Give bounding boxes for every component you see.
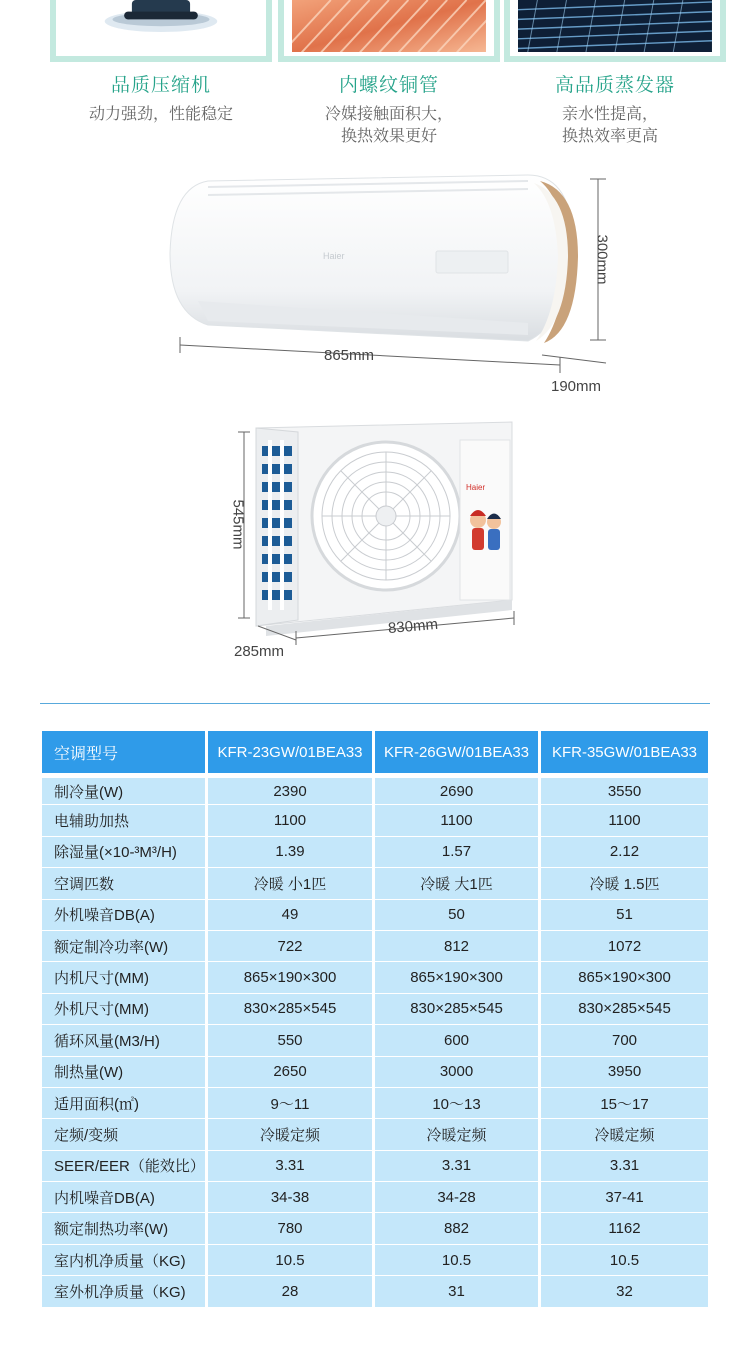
spec-label-cell: 制热量(W) [42, 1056, 208, 1087]
indoor-height-label: 300mm [593, 234, 611, 285]
spec-value-cell: 34-28 [375, 1181, 541, 1212]
spec-label-cell: 室外机净质量（KG) [42, 1275, 208, 1306]
spec-value-cell: 3550 [541, 773, 708, 804]
spec-value-cell: 700 [541, 1024, 708, 1055]
spec-table-header-row [42, 731, 708, 773]
spec-value-cell: 3000 [375, 1056, 541, 1087]
spec-value-cell: 830×285×545 [375, 993, 541, 1024]
table-row [42, 1087, 708, 1118]
spec-value-cell: 1072 [541, 930, 708, 961]
outdoor-dimension-lines [236, 428, 526, 658]
feature-compressor [50, 0, 272, 125]
spec-label-cell: 循环风量(M3/H) [42, 1024, 208, 1055]
feature-desc-line: 亲水性提高， [562, 104, 659, 123]
spec-value-cell: 1100 [208, 804, 375, 835]
spec-label-cell: 制冷量(W) [42, 773, 208, 804]
spec-value-cell: 600 [375, 1024, 541, 1055]
indoor-depth-label: 190mm [551, 378, 602, 395]
feature-title: 内螺纹铜管 [338, 74, 439, 96]
table-row [42, 804, 708, 835]
spec-value-cell: 31 [375, 1275, 541, 1306]
spec-value-cell: 830×285×545 [208, 993, 375, 1024]
outdoor-height-label: 545mm [229, 499, 247, 550]
spec-header-cell: 空调型号 [42, 731, 208, 773]
spec-label-cell: 空调匹数 [42, 867, 208, 898]
spec-label-cell: 外机尺寸(MM) [42, 993, 208, 1024]
table-row [42, 1118, 708, 1149]
spec-value-cell: 10.5 [541, 1244, 708, 1275]
spec-value-cell: 550 [208, 1024, 375, 1055]
spec-value-cell: 780 [208, 1212, 375, 1243]
section-divider [40, 703, 710, 704]
table-row [42, 993, 708, 1024]
spec-value-cell: 2390 [208, 773, 375, 804]
spec-label-cell: 适用面积(㎡) [42, 1087, 208, 1118]
table-row [42, 961, 708, 992]
spec-value-cell: 10～13 [375, 1087, 541, 1118]
spec-value-cell: 1.57 [375, 836, 541, 867]
spec-value-cell: 830×285×545 [541, 993, 708, 1024]
feature-desc-line: 冷媒接触面积大， [324, 104, 453, 123]
feature-title: 高品质蒸发器 [554, 74, 675, 96]
copper-tube-photo [292, 0, 486, 52]
compressor-photo-frame [50, 0, 272, 62]
feature-desc-line: 换热效率更高 [562, 126, 659, 145]
spec-value-cell: 1162 [541, 1212, 708, 1243]
table-row [42, 1212, 708, 1243]
spec-value-cell: 1.39 [208, 836, 375, 867]
table-row [42, 1244, 708, 1275]
spec-value-cell: 882 [375, 1212, 541, 1243]
table-row [42, 1150, 708, 1181]
spec-value-cell: 2690 [375, 773, 541, 804]
spec-value-cell: 3.31 [375, 1150, 541, 1181]
spec-table [42, 731, 708, 1307]
spec-value-cell: 冷暖定频 [541, 1118, 708, 1149]
spec-value-cell: 865×190×300 [208, 961, 375, 992]
spec-value-cell: 34-38 [208, 1181, 375, 1212]
feature-copper-tube [278, 0, 500, 147]
copper-tube-photo-frame [278, 0, 500, 62]
feature-desc-line: 换热效果更好 [340, 126, 437, 145]
spec-value-cell: 冷暖 大1匹 [375, 867, 541, 898]
outdoor-width-label: 830mm [387, 615, 439, 638]
feature-desc-line: 动力强劲，性能稳定 [88, 104, 233, 123]
spec-header-cell: KFR-35GW/01BEA33 [541, 731, 708, 773]
spec-value-cell: 1100 [375, 804, 541, 835]
spec-value-cell: 49 [208, 899, 375, 930]
table-row [42, 1056, 708, 1087]
spec-value-cell: 32 [541, 1275, 708, 1306]
spec-value-cell: 50 [375, 899, 541, 930]
indoor-width-label: 865mm [324, 347, 375, 364]
spec-value-cell: 3.31 [208, 1150, 375, 1181]
spec-value-cell: 15～17 [541, 1087, 708, 1118]
indoor-dimension-lines [170, 175, 620, 400]
evaporator-photo [518, 0, 712, 52]
evaporator-photo-frame [504, 0, 726, 62]
spec-header-cell: KFR-26GW/01BEA33 [375, 731, 541, 773]
table-row [42, 867, 708, 898]
feature-evaporator [504, 0, 726, 147]
spec-value-cell: 3.31 [541, 1150, 708, 1181]
spec-value-cell: 28 [208, 1275, 375, 1306]
spec-label-cell: 内机尺寸(MM) [42, 961, 208, 992]
spec-label-cell: 外机噪音DB(A) [42, 899, 208, 930]
spec-value-cell: 冷暖 小1匹 [208, 867, 375, 898]
spec-value-cell: 812 [375, 930, 541, 961]
spec-value-cell: 9～11 [208, 1087, 375, 1118]
table-row [42, 930, 708, 961]
compressor-photo [64, 0, 258, 52]
spec-value-cell: 51 [541, 899, 708, 930]
spec-value-cell: 865×190×300 [541, 961, 708, 992]
table-row [42, 836, 708, 867]
spec-label-cell: 室内机净质量（KG) [42, 1244, 208, 1275]
spec-label-cell: 额定制热功率(W) [42, 1212, 208, 1243]
spec-label-cell: 除湿量(×10-³M³/H) [42, 836, 208, 867]
table-row [42, 899, 708, 930]
spec-value-cell: 2650 [208, 1056, 375, 1087]
feature-desc [504, 103, 726, 147]
spec-label-cell: 定频/变频 [42, 1118, 208, 1149]
spec-label-cell: 电辅助加热 [42, 804, 208, 835]
spec-label-cell: 额定制冷功率(W) [42, 930, 208, 961]
outdoor-depth-label: 285mm [234, 643, 285, 660]
spec-label-cell: SEER/EER（能效比） [42, 1150, 208, 1181]
table-row [42, 1181, 708, 1212]
table-row [42, 773, 708, 804]
feature-desc [278, 103, 500, 147]
outdoor-brand-logo: Haier [466, 483, 486, 492]
spec-value-cell: 722 [208, 930, 375, 961]
spec-label-cell: 内机噪音DB(A) [42, 1181, 208, 1212]
spec-value-cell: 865×190×300 [375, 961, 541, 992]
feature-desc [50, 103, 272, 125]
feature-title: 品质压缩机 [110, 74, 211, 96]
spec-value-cell: 3950 [541, 1056, 708, 1087]
indoor-brand-logo: Haier [323, 251, 345, 261]
spec-value-cell: 10.5 [375, 1244, 541, 1275]
spec-value-cell: 2.12 [541, 836, 708, 867]
spec-value-cell: 37-41 [541, 1181, 708, 1212]
spec-value-cell: 10.5 [208, 1244, 375, 1275]
table-row [42, 1024, 708, 1055]
spec-value-cell: 冷暖定频 [208, 1118, 375, 1149]
spec-value-cell: 冷暖定频 [375, 1118, 541, 1149]
spec-header-cell: KFR-23GW/01BEA33 [208, 731, 375, 773]
spec-value-cell: 1100 [541, 804, 708, 835]
table-row [42, 1275, 708, 1306]
spec-value-cell: 冷暖 1.5匹 [541, 867, 708, 898]
